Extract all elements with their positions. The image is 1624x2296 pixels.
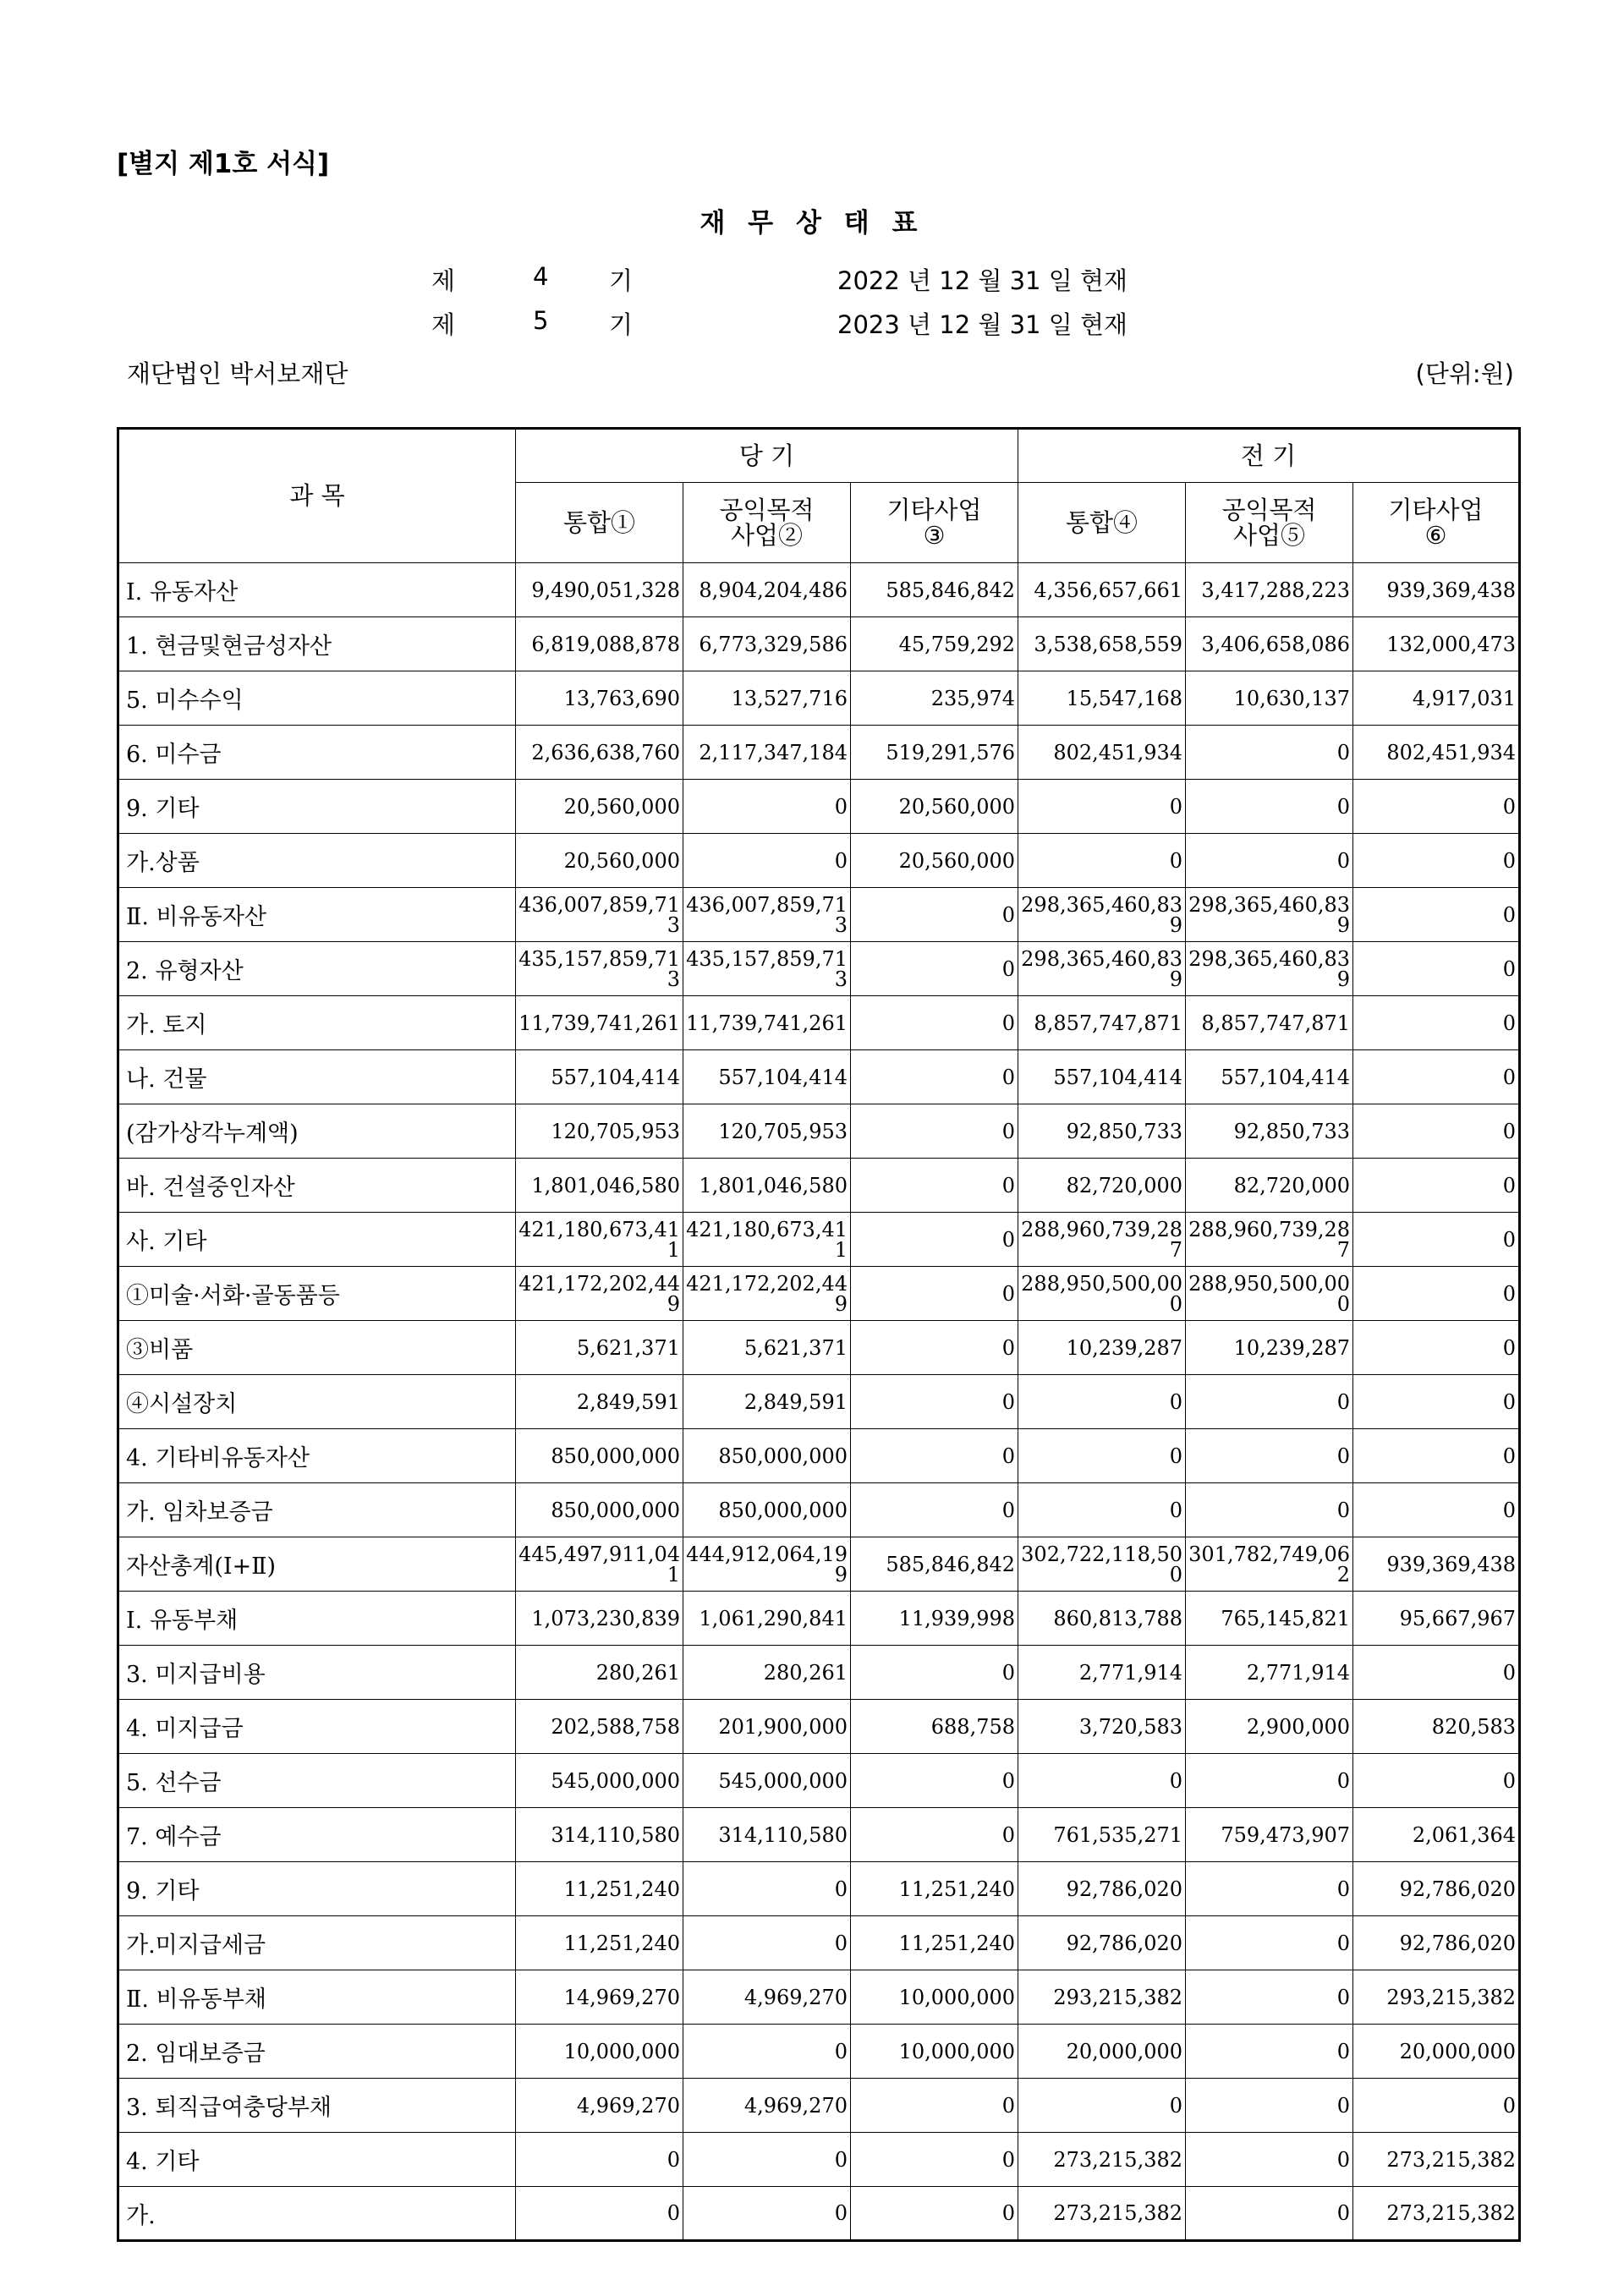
col-public-current-value: 5,621,371 <box>683 1321 851 1375</box>
col-total-previous-value: 293,215,382 <box>1018 1970 1186 2025</box>
col-public-current-value: 0 <box>683 2187 851 2241</box>
account-name: 4. 기타비유동자산 <box>118 1429 516 1483</box>
current-period-header: 당 기 <box>516 429 1018 483</box>
col-total-previous-value: 0 <box>1018 1483 1186 1537</box>
col-total-current-value: 11,251,240 <box>516 1916 683 1970</box>
col-other-previous-value: 0 <box>1353 2079 1520 2133</box>
account-name: 나. 건물 <box>118 1050 516 1104</box>
col-public-previous-value: 0 <box>1186 726 1353 780</box>
previous-period-header: 전 기 <box>1018 429 1520 483</box>
col-total-current-value: 0 <box>516 2133 683 2187</box>
account-name: 7. 예수금 <box>118 1808 516 1862</box>
col-total-previous-value: 20,000,000 <box>1018 2025 1186 2079</box>
period-4-number: 4 <box>533 262 549 291</box>
col-public-current-value: 0 <box>683 780 851 834</box>
table-row <box>118 1104 1520 1159</box>
col-public-current-value: 4,969,270 <box>683 2079 851 2133</box>
col-other-previous-value: 4,917,031 <box>1353 671 1520 726</box>
col-public-current-value: 1,061,290,841 <box>683 1592 851 1646</box>
col-other-current-value: 0 <box>851 1375 1018 1429</box>
col-total-previous-value: 298,365,460,839 <box>1018 888 1186 942</box>
col-other-previous-value: 0 <box>1353 996 1520 1050</box>
col-public-current-value: 421,180,673,411 <box>683 1213 851 1267</box>
col-public-current-value: 0 <box>683 834 851 888</box>
period-5-date: 2023 년 12 월 31 일 현재 <box>837 310 1127 339</box>
account-name: 가. <box>118 2187 516 2241</box>
col-public-previous-value: 0 <box>1186 2025 1353 2079</box>
col-public-previous-value: 288,950,500,000 <box>1186 1267 1353 1321</box>
table-row <box>118 2079 1520 2133</box>
table-row <box>118 780 1520 834</box>
col-other-current-value: 0 <box>851 1104 1018 1159</box>
col-other-previous-value: 273,215,382 <box>1353 2133 1520 2187</box>
col-public-current-value: 2,849,591 <box>683 1375 851 1429</box>
col-public-previous-value: 765,145,821 <box>1186 1592 1353 1646</box>
period-5-prefix: 제 <box>431 310 456 339</box>
table-row <box>118 942 1520 996</box>
col-public-current-value: 850,000,000 <box>683 1483 851 1537</box>
col-public-current-value: 11,739,741,261 <box>683 996 851 1050</box>
col-public-current-value: 4,969,270 <box>683 1970 851 2025</box>
col-public-previous-value: 0 <box>1186 2133 1353 2187</box>
col-total-previous-value: 273,215,382 <box>1018 2133 1186 2187</box>
col-other-previous-value: 0 <box>1353 1104 1520 1159</box>
col-total-current-value: 421,180,673,411 <box>516 1213 683 1267</box>
col-total-current-value: 9,490,051,328 <box>516 563 683 617</box>
col-other-previous-value: 0 <box>1353 834 1520 888</box>
col-public-previous-value: 92,850,733 <box>1186 1104 1353 1159</box>
col-total-previous-value: 8,857,747,871 <box>1018 996 1186 1050</box>
col-public-current-value: 13,527,716 <box>683 671 851 726</box>
col-other-previous-value: 0 <box>1353 1321 1520 1375</box>
col-total-previous-value: 273,215,382 <box>1018 2187 1186 2241</box>
col-public-previous-value: 2,771,914 <box>1186 1646 1353 1700</box>
account-name: Ⅱ. 비유동부채 <box>118 1970 516 2025</box>
col-public-previous-value: 0 <box>1186 1483 1353 1537</box>
col-public-current-value: 0 <box>683 2025 851 2079</box>
col-total-current-value: 14,969,270 <box>516 1970 683 2025</box>
account-name: 4. 미지급금 <box>118 1700 516 1754</box>
col-total-previous-value: 15,547,168 <box>1018 671 1186 726</box>
table-row <box>118 1159 1520 1213</box>
col-other-previous-value: 0 <box>1353 1267 1520 1321</box>
table-row <box>118 563 1520 617</box>
col-total-current-value: 436,007,859,713 <box>516 888 683 942</box>
col-other-current-value: 0 <box>851 888 1018 942</box>
col-other-previous-value: 92,786,020 <box>1353 1862 1520 1916</box>
col-public-current-value: 1,801,046,580 <box>683 1159 851 1213</box>
table-row <box>118 996 1520 1050</box>
account-name: 3. 퇴직급여충당부채 <box>118 2079 516 2133</box>
col-other-current-value: 11,251,240 <box>851 1862 1018 1916</box>
col-other-current-value: 0 <box>851 1429 1018 1483</box>
col-other-previous-value: 2,061,364 <box>1353 1808 1520 1862</box>
table-row <box>118 726 1520 780</box>
table-row <box>118 1321 1520 1375</box>
col-total-previous-value: 557,104,414 <box>1018 1050 1186 1104</box>
period-4-date: 2022 년 12 월 31 일 현재 <box>837 266 1127 295</box>
col-public-previous-value: 0 <box>1186 1429 1353 1483</box>
table-row <box>118 617 1520 671</box>
col-other-current-value: 0 <box>851 1483 1018 1537</box>
table-row <box>118 1050 1520 1104</box>
col-public-current-value: 436,007,859,713 <box>683 888 851 942</box>
col-total-current-value: 280,261 <box>516 1646 683 1700</box>
col-public-previous-header: 공익목적 사업⑤ <box>1186 483 1353 563</box>
col-other-previous-value: 0 <box>1353 1646 1520 1700</box>
period-4-prefix: 제 <box>431 266 456 295</box>
table-row <box>118 1754 1520 1808</box>
table-row <box>118 1483 1520 1537</box>
account-name: 4. 기타 <box>118 2133 516 2187</box>
period-5-suffix: 기 <box>609 310 634 339</box>
table-row <box>118 671 1520 726</box>
col-total-current-value: 11,251,240 <box>516 1862 683 1916</box>
col-total-current-value: 850,000,000 <box>516 1483 683 1537</box>
account-name: 가.상품 <box>118 834 516 888</box>
col-other-previous-value: 273,215,382 <box>1353 2187 1520 2241</box>
col-public-current-value: 280,261 <box>683 1646 851 1700</box>
col-total-previous-value: 3,720,583 <box>1018 1700 1186 1754</box>
col-public-previous-value: 0 <box>1186 1916 1353 1970</box>
account-name: 5. 미수수익 <box>118 671 516 726</box>
col-public-previous-value: 0 <box>1186 834 1353 888</box>
col-public-previous-value: 301,782,749,062 <box>1186 1537 1353 1592</box>
col-other-previous-value: 0 <box>1353 1375 1520 1429</box>
account-name: (감가상각누계액) <box>118 1104 516 1159</box>
table-row <box>118 1213 1520 1267</box>
col-other-previous-value: 293,215,382 <box>1353 1970 1520 2025</box>
col-total-previous-value: 0 <box>1018 1754 1186 1808</box>
col-other-current-value: 0 <box>851 1754 1018 1808</box>
account-name: Ⅰ. 유동자산 <box>118 563 516 617</box>
account-name: Ⅱ. 비유동자산 <box>118 888 516 942</box>
col-total-previous-value: 0 <box>1018 2079 1186 2133</box>
col-other-current-value: 0 <box>851 1159 1018 1213</box>
account-name: 2. 임대보증금 <box>118 2025 516 2079</box>
col-public-previous-value: 3,406,658,086 <box>1186 617 1353 671</box>
col-public-previous-value: 0 <box>1186 780 1353 834</box>
table-row <box>118 888 1520 942</box>
col-public-current-value: 0 <box>683 1862 851 1916</box>
account-name: 9. 기타 <box>118 1862 516 1916</box>
col-other-current-value: 20,560,000 <box>851 834 1018 888</box>
col-public-previous-value: 0 <box>1186 1754 1353 1808</box>
col-total-current-value: 1,073,230,839 <box>516 1592 683 1646</box>
col-public-previous-value: 298,365,460,839 <box>1186 942 1353 996</box>
col-other-previous-value: 0 <box>1353 1050 1520 1104</box>
col-total-previous-value: 4,356,657,661 <box>1018 563 1186 617</box>
col-other-current-value: 0 <box>851 1050 1018 1104</box>
col-other-previous-value: 92,786,020 <box>1353 1916 1520 1970</box>
table-row <box>118 834 1520 888</box>
col-total-previous-value: 302,722,118,500 <box>1018 1537 1186 1592</box>
col-public-current-header: 공익목적 사업② <box>683 483 851 563</box>
account-name: 9. 기타 <box>118 780 516 834</box>
col-other-current-value: 519,291,576 <box>851 726 1018 780</box>
col-other-previous-value: 0 <box>1353 942 1520 996</box>
col-other-previous-value: 939,369,438 <box>1353 563 1520 617</box>
col-other-current-value: 11,939,998 <box>851 1592 1018 1646</box>
col-other-current-value: 0 <box>851 1321 1018 1375</box>
col-other-previous-value: 939,369,438 <box>1353 1537 1520 1592</box>
col-other-previous-value: 95,667,967 <box>1353 1592 1520 1646</box>
col-other-previous-value: 20,000,000 <box>1353 2025 1520 2079</box>
account-name: 6. 미수금 <box>118 726 516 780</box>
col-other-current-value: 0 <box>851 1213 1018 1267</box>
table-row <box>118 1808 1520 1862</box>
col-total-current-value: 5,621,371 <box>516 1321 683 1375</box>
col-total-previous-value: 92,786,020 <box>1018 1862 1186 1916</box>
col-total-current-value: 6,819,088,878 <box>516 617 683 671</box>
account-name: 1. 현금및현금성자산 <box>118 617 516 671</box>
col-total-current-value: 850,000,000 <box>516 1429 683 1483</box>
col-public-current-value: 444,912,064,199 <box>683 1537 851 1592</box>
col-public-current-value: 201,900,000 <box>683 1700 851 1754</box>
col-other-current-header: 기타사업 ③ <box>851 483 1018 563</box>
col-public-previous-value: 82,720,000 <box>1186 1159 1353 1213</box>
table-row <box>118 1375 1520 1429</box>
col-total-current-value: 421,172,202,449 <box>516 1267 683 1321</box>
col-other-current-value: 0 <box>851 1267 1018 1321</box>
col-total-previous-value: 0 <box>1018 1375 1186 1429</box>
col-total-previous-value: 288,950,500,000 <box>1018 1267 1186 1321</box>
col-other-current-value: 45,759,292 <box>851 617 1018 671</box>
col-public-current-value: 120,705,953 <box>683 1104 851 1159</box>
col-public-current-value: 435,157,859,713 <box>683 942 851 996</box>
table-row <box>118 1862 1520 1916</box>
col-other-current-value: 235,974 <box>851 671 1018 726</box>
account-name: ③비품 <box>118 1321 516 1375</box>
col-total-previous-value: 0 <box>1018 780 1186 834</box>
col-other-current-value: 585,846,842 <box>851 1537 1018 1592</box>
col-total-current-value: 2,636,638,760 <box>516 726 683 780</box>
col-other-previous-value: 0 <box>1353 1429 1520 1483</box>
col-public-current-value: 0 <box>683 2133 851 2187</box>
col-public-previous-value: 2,900,000 <box>1186 1700 1353 1754</box>
col-total-previous-value: 860,813,788 <box>1018 1592 1186 1646</box>
account-name: Ⅰ. 유동부채 <box>118 1592 516 1646</box>
col-total-previous-value: 0 <box>1018 834 1186 888</box>
col-public-previous-value: 288,960,739,287 <box>1186 1213 1353 1267</box>
account-name: ④시설장치 <box>118 1375 516 1429</box>
col-total-previous-value: 82,720,000 <box>1018 1159 1186 1213</box>
account-header: 과 목 <box>118 429 516 563</box>
col-public-previous-value: 10,630,137 <box>1186 671 1353 726</box>
col-total-current-value: 202,588,758 <box>516 1700 683 1754</box>
col-total-current-value: 557,104,414 <box>516 1050 683 1104</box>
unit-label: (단위:원) <box>1415 359 1514 388</box>
col-other-current-value: 0 <box>851 942 1018 996</box>
col-total-current-value: 1,801,046,580 <box>516 1159 683 1213</box>
col-public-previous-value: 0 <box>1186 1375 1353 1429</box>
col-total-previous-value: 2,771,914 <box>1018 1646 1186 1700</box>
col-other-current-value: 20,560,000 <box>851 780 1018 834</box>
col-other-current-value: 585,846,842 <box>851 563 1018 617</box>
col-total-previous-header: 통합④ <box>1018 483 1186 563</box>
col-other-previous-value: 0 <box>1353 780 1520 834</box>
col-total-current-value: 20,560,000 <box>516 834 683 888</box>
col-other-previous-header: 기타사업 ⑥ <box>1353 483 1520 563</box>
col-other-previous-value: 0 <box>1353 1754 1520 1808</box>
col-other-previous-value: 0 <box>1353 888 1520 942</box>
account-name: 자산총계(Ⅰ+Ⅱ) <box>118 1537 516 1592</box>
col-total-current-value: 120,705,953 <box>516 1104 683 1159</box>
col-total-current-value: 4,969,270 <box>516 2079 683 2133</box>
col-total-current-value: 545,000,000 <box>516 1754 683 1808</box>
col-public-current-value: 850,000,000 <box>683 1429 851 1483</box>
col-other-current-value: 10,000,000 <box>851 2025 1018 2079</box>
table-row <box>118 2187 1520 2241</box>
col-public-current-value: 6,773,329,586 <box>683 617 851 671</box>
account-name: 5. 선수금 <box>118 1754 516 1808</box>
col-other-current-value: 0 <box>851 1808 1018 1862</box>
col-other-current-value: 0 <box>851 1646 1018 1700</box>
col-public-current-value: 8,904,204,486 <box>683 563 851 617</box>
table-row <box>118 1592 1520 1646</box>
col-total-previous-value: 288,960,739,287 <box>1018 1213 1186 1267</box>
account-name: 3. 미지급비용 <box>118 1646 516 1700</box>
col-public-previous-value: 3,417,288,223 <box>1186 563 1353 617</box>
table-row <box>118 1429 1520 1483</box>
col-other-current-value: 0 <box>851 2079 1018 2133</box>
table-row <box>118 1646 1520 1700</box>
account-name: 사. 기타 <box>118 1213 516 1267</box>
col-total-current-value: 13,763,690 <box>516 671 683 726</box>
col-total-previous-value: 761,535,271 <box>1018 1808 1186 1862</box>
col-other-previous-value: 0 <box>1353 1159 1520 1213</box>
account-name: 가. 토지 <box>118 996 516 1050</box>
col-total-current-header: 통합① <box>516 483 683 563</box>
col-public-previous-value: 759,473,907 <box>1186 1808 1353 1862</box>
col-other-current-value: 0 <box>851 2187 1018 2241</box>
col-other-previous-value: 0 <box>1353 1213 1520 1267</box>
col-other-previous-value: 820,583 <box>1353 1700 1520 1754</box>
col-public-previous-value: 0 <box>1186 1862 1353 1916</box>
col-public-previous-value: 10,239,287 <box>1186 1321 1353 1375</box>
col-total-current-value: 0 <box>516 2187 683 2241</box>
col-public-current-value: 2,117,347,184 <box>683 726 851 780</box>
col-total-current-value: 435,157,859,713 <box>516 942 683 996</box>
col-other-previous-value: 802,451,934 <box>1353 726 1520 780</box>
col-total-current-value: 20,560,000 <box>516 780 683 834</box>
col-total-previous-value: 92,850,733 <box>1018 1104 1186 1159</box>
col-total-current-value: 314,110,580 <box>516 1808 683 1862</box>
account-name: 바. 건설중인자산 <box>118 1159 516 1213</box>
balance-sheet-table <box>117 427 1521 2242</box>
col-public-current-value: 557,104,414 <box>683 1050 851 1104</box>
col-public-current-value: 314,110,580 <box>683 1808 851 1862</box>
col-other-current-value: 0 <box>851 996 1018 1050</box>
col-public-previous-value: 0 <box>1186 2079 1353 2133</box>
col-other-current-value: 0 <box>851 2133 1018 2187</box>
col-total-current-value: 445,497,911,041 <box>516 1537 683 1592</box>
table-row <box>118 2025 1520 2079</box>
table-row <box>118 1916 1520 1970</box>
table-row <box>118 1537 1520 1592</box>
col-public-previous-value: 298,365,460,839 <box>1186 888 1353 942</box>
col-other-current-value: 688,758 <box>851 1700 1018 1754</box>
col-total-current-value: 10,000,000 <box>516 2025 683 2079</box>
col-total-previous-value: 0 <box>1018 1429 1186 1483</box>
col-other-current-value: 11,251,240 <box>851 1916 1018 1970</box>
period-4-suffix: 기 <box>609 266 634 295</box>
account-name: 가. 임차보증금 <box>118 1483 516 1537</box>
col-total-previous-value: 802,451,934 <box>1018 726 1186 780</box>
table-row <box>118 2133 1520 2187</box>
organization-name: 재단법인 박서보재단 <box>127 359 348 388</box>
period-5-number: 5 <box>533 306 549 335</box>
account-name: 가.미지급세금 <box>118 1916 516 1970</box>
col-other-current-value: 10,000,000 <box>851 1970 1018 2025</box>
col-total-previous-value: 298,365,460,839 <box>1018 942 1186 996</box>
col-total-previous-value: 3,538,658,559 <box>1018 617 1186 671</box>
table-row <box>118 1700 1520 1754</box>
document-title: 재 무 상 태 표 <box>700 208 924 238</box>
account-name: ①미술·서화·골동품등 <box>118 1267 516 1321</box>
col-other-previous-value: 132,000,473 <box>1353 617 1520 671</box>
form-label: [별지 제1호 서식] <box>117 149 330 179</box>
account-name: 2. 유형자산 <box>118 942 516 996</box>
col-public-current-value: 0 <box>683 1916 851 1970</box>
table-row <box>118 1267 1520 1321</box>
col-public-current-value: 545,000,000 <box>683 1754 851 1808</box>
col-total-current-value: 11,739,741,261 <box>516 996 683 1050</box>
col-public-current-value: 421,172,202,449 <box>683 1267 851 1321</box>
col-total-previous-value: 92,786,020 <box>1018 1916 1186 1970</box>
col-public-previous-value: 0 <box>1186 2187 1353 2241</box>
col-other-previous-value: 0 <box>1353 1483 1520 1537</box>
col-public-previous-value: 0 <box>1186 1970 1353 2025</box>
col-total-current-value: 2,849,591 <box>516 1375 683 1429</box>
table-row <box>118 1970 1520 2025</box>
col-public-previous-value: 8,857,747,871 <box>1186 996 1353 1050</box>
col-total-previous-value: 10,239,287 <box>1018 1321 1186 1375</box>
col-public-previous-value: 557,104,414 <box>1186 1050 1353 1104</box>
